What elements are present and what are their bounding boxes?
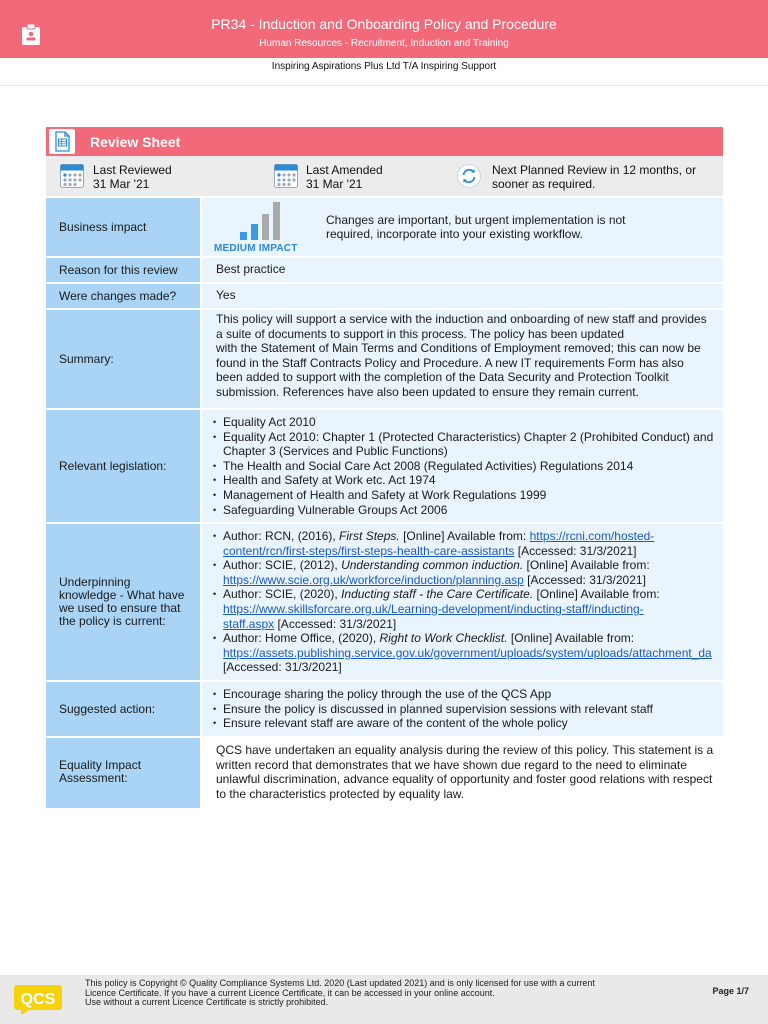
ref-title: Understanding common induction. [341, 558, 524, 573]
row-reason [46, 258, 723, 282]
reference-link[interactable]: https://rcni.com/hosted- [529, 529, 655, 543]
row-legislation [46, 410, 723, 522]
footer [0, 975, 768, 1024]
impact-bar [273, 202, 280, 240]
ref-online: [Online] Available from: [507, 631, 635, 646]
reference-item [213, 529, 719, 558]
ref-author: Author: Home Office, (2020), [223, 631, 380, 646]
page-number: Page 1/7 [712, 986, 749, 996]
knowledge-label: Underpinning knowledge - What have we used to ensure that the policy is current: [46, 524, 200, 680]
qcs-logo-text: QCS [20, 991, 56, 1008]
copyright-line: Licence Certificate. If you have a current Licence Certificate, it can be accessed in your online account. [85, 987, 495, 998]
copyright-line: This policy is Copyright © Quality Compliance Systems Ltd. 2020 (Last updated 2021) and is only licensed for use with a current [85, 978, 595, 988]
copyright-notice [85, 979, 685, 1008]
list-item: • Equality Act 2010 [213, 415, 719, 430]
equality-label: Equality Impact Assessment: [46, 738, 200, 808]
summary-line: been added to support with the completion of the Data Security and Protection Toolkit [216, 370, 669, 385]
reference-link[interactable]: staff.aspx [223, 616, 275, 631]
next-review-line-1: Next Planned Review in 12 months, or [492, 163, 697, 177]
impact-bar [251, 224, 258, 240]
legislation-label: Relevant legislation: [46, 410, 200, 522]
impact-bar [240, 232, 247, 240]
business-impact-label: Business impact [46, 198, 200, 256]
summary-line: a suite of documents to support in this process. The policy has been updated [216, 326, 625, 341]
ref-author: Author: SCIE, (2012), [223, 558, 342, 573]
impact-bar [262, 214, 269, 240]
company-name: Inspiring Aspirations Plus Ltd T/A Inspiring Support [271, 61, 497, 72]
reference-item [213, 631, 719, 675]
list-item: • Encourage sharing the policy through the use of the QCS App [213, 687, 719, 702]
document-icon [49, 129, 75, 154]
reference-link[interactable]: https://www.skillsforcare.org.uk/Learning-development/inducting-staff/inducting- [223, 601, 644, 616]
changes-value: Yes [202, 284, 723, 308]
company-bar [0, 58, 768, 86]
summary-value [202, 310, 723, 408]
list-item: • Management of Health and Safety at Work Regulations 1999 [213, 488, 719, 503]
impact-level-label: MEDIUM IMPACT [214, 243, 298, 254]
last-amended-label: Last Amended [306, 163, 383, 177]
ref-accessed: [Accessed: 31/3/2021] [523, 572, 646, 587]
row-suggested-action [46, 682, 723, 736]
knowledge-value [202, 524, 723, 680]
row-summary [46, 310, 723, 408]
legislation-value [202, 410, 723, 522]
copyright-line: Use without a current Licence Certificate is strictly prohibited. [85, 997, 329, 1007]
last-amended-date: 31 Mar '21 [306, 177, 363, 191]
summary-line: submission. References have also been updated to ensure they remain current. [216, 384, 639, 399]
changes-label: Were changes made? [46, 284, 200, 308]
equality-value: QCS have undertaken an equality analysis during the review of this policy. This statement is a written record that demonstrates that we have shown due regard to the need to eliminate unlawful discrimination, advance equality of opportunity and foster good relations with respect to the characteristics protected by equality law. [202, 738, 723, 808]
last-reviewed-label: Last Reviewed [93, 163, 172, 177]
ref-title: Inducting staff - the Care Certificate. [341, 587, 534, 602]
calendar-icon [274, 164, 298, 188]
ref-online: [Online] Available from: [523, 558, 650, 573]
ref-online: [Online] Available from: [533, 587, 660, 602]
list-item: • Safeguarding Vulnerable Groups Act 2006 [213, 503, 719, 518]
ref-accessed: [Accessed: 31/3/2021] [274, 616, 397, 631]
ref-accessed: [Accessed: 31/3/2021] [514, 543, 637, 558]
ref-author: Author: RCN, (2016), [223, 529, 340, 543]
suggested-action-label: Suggested action: [46, 682, 200, 736]
reference-link[interactable]: content/rcn/first-steps/first-steps-health-care-assistants [223, 543, 515, 558]
legislation-list [213, 415, 719, 517]
list-item: • Health and Safety at Work etc. Act 1974 [213, 473, 719, 488]
reference-link[interactable]: https://www.scie.org.uk/workforce/induction/planning.asp [223, 572, 524, 587]
refresh-icon [457, 164, 481, 188]
next-review-line-2: sooner as required. [492, 177, 596, 191]
suggested-action-list [213, 687, 719, 731]
summary-line: found in the Staff Contracts Policy and Procedure. A new IT requirements Form has also [216, 355, 684, 370]
list-item: • The Health and Social Care Act 2008 (Regulated Activities) Regulations 2014 [213, 459, 719, 474]
last-reviewed-date: 31 Mar '21 [93, 177, 150, 191]
impact-level-icon [238, 202, 286, 240]
summary-line: This policy will support a service with the induction and onboarding of new staff and provides [216, 312, 707, 326]
ref-accessed: [Accessed: 31/3/2021] [223, 660, 342, 675]
ref-title: First Steps. [339, 529, 400, 543]
policy-category: Human Resources - Recruitment, Induction and Training [259, 38, 509, 49]
list-item: • Ensure relevant staff are aware of the content of the whole policy [213, 716, 719, 731]
business-impact-value [202, 198, 723, 256]
summary-label: Summary: [46, 310, 200, 408]
review-dates [46, 156, 723, 196]
impact-description: Changes are important, but urgent implementation is not required, incorporate into your existing workflow. [326, 213, 626, 241]
ref-author: Author: SCIE, (2020), [223, 587, 342, 602]
header-banner [0, 0, 768, 58]
reference-item [213, 558, 719, 587]
row-business-impact [46, 198, 723, 256]
qcs-logo [13, 983, 63, 1015]
reference-link[interactable]: https://assets.publishing.service.gov.uk/government/uploads/system/uploads/attachment_da [223, 645, 712, 660]
suggested-action-value [202, 682, 723, 736]
policy-title: PR34 - Induction and Onboarding Policy and Procedure [211, 16, 557, 32]
list-item: • Equality Act 2010: Chapter 1 (Protected Characteristics) Chapter 2 (Prohibited Conduct) and Chapter 3 (Services and Public Functions) [213, 430, 719, 459]
list-item: • Ensure the policy is discussed in planned supervision sessions with relevant staff [213, 702, 719, 717]
review-sheet-header [46, 127, 723, 156]
calendar-icon [60, 164, 84, 188]
row-changes [46, 284, 723, 308]
row-knowledge [46, 524, 723, 680]
reason-label: Reason for this review [46, 258, 200, 282]
ref-online: [Online] Available from: [399, 529, 530, 543]
row-equality [46, 738, 723, 808]
ref-title: Right to Work Checklist. [379, 631, 508, 646]
reference-item [213, 587, 719, 631]
reference-list [213, 529, 719, 675]
review-sheet [46, 127, 723, 808]
reason-value: Best practice [202, 258, 723, 282]
review-sheet-title: Review Sheet [90, 134, 181, 150]
summary-line: with the Statement of Main Terms and Conditions of Employment removed; this can now be [216, 341, 701, 356]
